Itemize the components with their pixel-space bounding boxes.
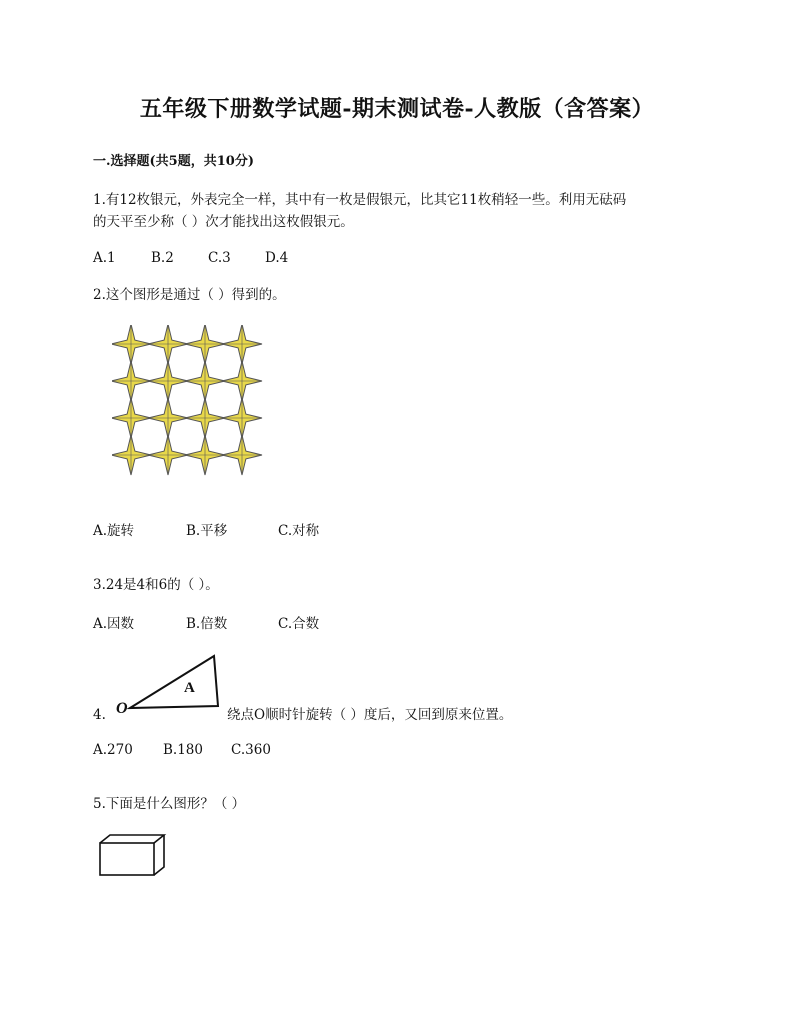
- shape-a-label: A: [184, 680, 195, 696]
- cuboid-figure: [98, 833, 168, 879]
- star-pattern-figure: [112, 325, 268, 485]
- option-d[interactable]: D.4: [265, 250, 289, 266]
- question-2-options: [93, 519, 319, 539]
- option-a[interactable]: A.1: [93, 250, 116, 266]
- question-2-text: 2.这个图形是通过（ ）得到的。: [93, 287, 286, 303]
- question-3-text: 3.24是4和6的（ ）。: [93, 577, 219, 593]
- option-a[interactable]: A.270: [93, 742, 133, 758]
- option-b[interactable]: B.倍数: [186, 616, 228, 632]
- question-4-number: 4.: [93, 707, 106, 723]
- question-1-text-line2: 的天平至少称（ ）次才能找出这枚假银元。: [93, 214, 354, 230]
- option-a[interactable]: A.因数: [93, 616, 135, 632]
- option-c[interactable]: C.360: [231, 742, 271, 758]
- option-a[interactable]: A.旋转: [93, 523, 135, 539]
- option-c[interactable]: C.合数: [278, 616, 320, 632]
- section-heading: 一.选择题(共5题，共10分): [93, 154, 254, 169]
- question-5-text: 5.下面是什么图形？（ ）: [93, 796, 246, 812]
- triangle-figure: [112, 652, 224, 718]
- option-b[interactable]: B.180: [163, 742, 203, 758]
- option-c[interactable]: C.3: [208, 250, 231, 266]
- option-b[interactable]: B.平移: [186, 523, 228, 539]
- page-title: 五年级下册数学试题-期末测试卷-人教版（含答案）: [139, 96, 655, 122]
- option-c[interactable]: C.对称: [278, 523, 320, 539]
- question-1-text-line1: 1.有12枚银元，外表完全一样，其中有一枚是假银元，比其它11枚稍轻一些。利用无砝码: [93, 192, 627, 208]
- question-3-options: [93, 612, 319, 632]
- question-4-text: 绕点O顺时针旋转（ ）度后，又回到原来位置。: [227, 707, 513, 723]
- question-4-options: [93, 742, 271, 758]
- point-o-label: O: [116, 700, 128, 717]
- question-1-options: [93, 250, 288, 266]
- star-shape: [112, 325, 151, 364]
- option-b[interactable]: B.2: [151, 250, 174, 266]
